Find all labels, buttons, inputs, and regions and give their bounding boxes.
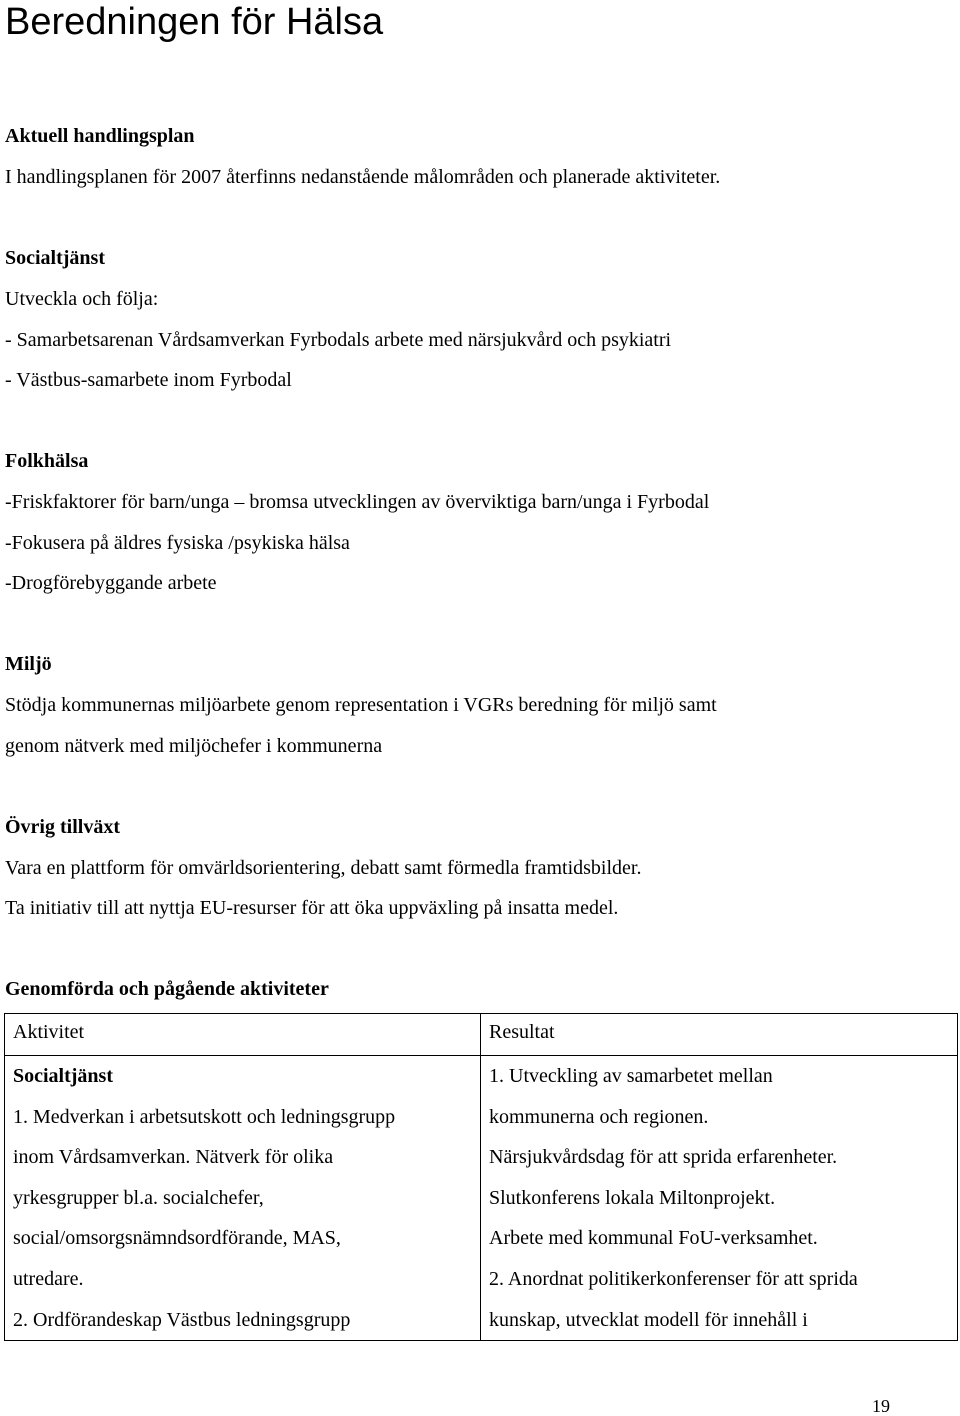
result-line: 1. Utveckling av samarbetet mellan [489,1065,773,1087]
activity-line: yrkesgrupper bl.a. socialchefer, [13,1186,264,1209]
document-title: Beredningen för Hälsa [5,1,384,43]
activity-line: social/omsorgsnämndsordförande, MAS, [13,1227,341,1250]
section-heading-folkhalsa: Folkhälsa [5,450,89,472]
section-heading-socialtjanst: Socialtjänst [5,247,105,269]
result-line: Arbete med kommunal FoU-verksamhet. [489,1227,818,1250]
section-text: Stödja kommunernas miljöarbete genom representation i VGRs beredning för miljö samt [5,694,717,716]
section-text: I handlingsplanen för 2007 återfinns nedanstående målområden och planerade aktiviteter. [5,166,721,188]
section-heading-miljo: Miljö [5,653,52,675]
section-text: -Drogförebyggande arbete [5,572,217,594]
activity-line: utredare. [13,1267,84,1290]
activities-table [4,1013,958,1341]
result-line: Närsjukvårdsdag för att sprida erfarenheter. [489,1146,838,1169]
result-line: Slutkonferens lokala Miltonprojekt. [489,1186,776,1209]
result-line: 2. Anordnat politikerkonferenser för att sprida [489,1267,858,1290]
activity-heading: Socialtjänst [13,1065,113,1087]
section-text: Ta initiativ till att nyttja EU-resurser för att öka uppväxling på insatta medel. [5,897,619,919]
section-text: Vara en plattform för omvärldsorientering, debatt samt förmedla framtidsbilder. [5,857,642,879]
table-header-row [5,1014,958,1056]
page-number: 19 [872,1396,890,1416]
activity-line: inom Vårdsamverkan. Nätverk för olika [13,1146,334,1169]
activity-line: 2. Ordförandeskap Västbus ledningsgrupp [13,1308,351,1331]
activity-line: 1. Medverkan i arbetsutskott och ledningsgrupp [13,1105,396,1128]
activities-heading: Genomförda och pågående aktiviteter [5,978,329,1000]
result-line: kommunerna och regionen. [489,1105,709,1128]
column-header-aktivitet: Aktivitet [5,1014,481,1056]
result-line: kunskap, utvecklat modell för innehåll i [489,1308,808,1331]
section-heading-ovrig-tillvaxt: Övrig tillväxt [5,816,120,838]
section-heading-handlingsplan: Aktuell handlingsplan [5,125,195,147]
section-text: Utveckla och följa: [5,288,159,310]
section-text: -Fokusera på äldres fysiska /psykiska hälsa [5,532,350,554]
section-text: -Friskfaktorer för barn/unga – bromsa utvecklingen av överviktiga barn/unga i Fyrbodal [5,491,710,513]
column-header-resultat: Resultat [481,1014,958,1056]
section-text: - Samarbetsarenan Vårdsamverkan Fyrbodals arbete med närsjukvård och psykiatri [5,329,672,351]
table-row [5,1056,958,1341]
section-text: - Västbus-samarbete inom Fyrbodal [5,369,292,391]
result-cell [481,1056,958,1341]
activity-cell [5,1056,481,1341]
section-text: genom nätverk med miljöchefer i kommunerna [5,735,383,757]
